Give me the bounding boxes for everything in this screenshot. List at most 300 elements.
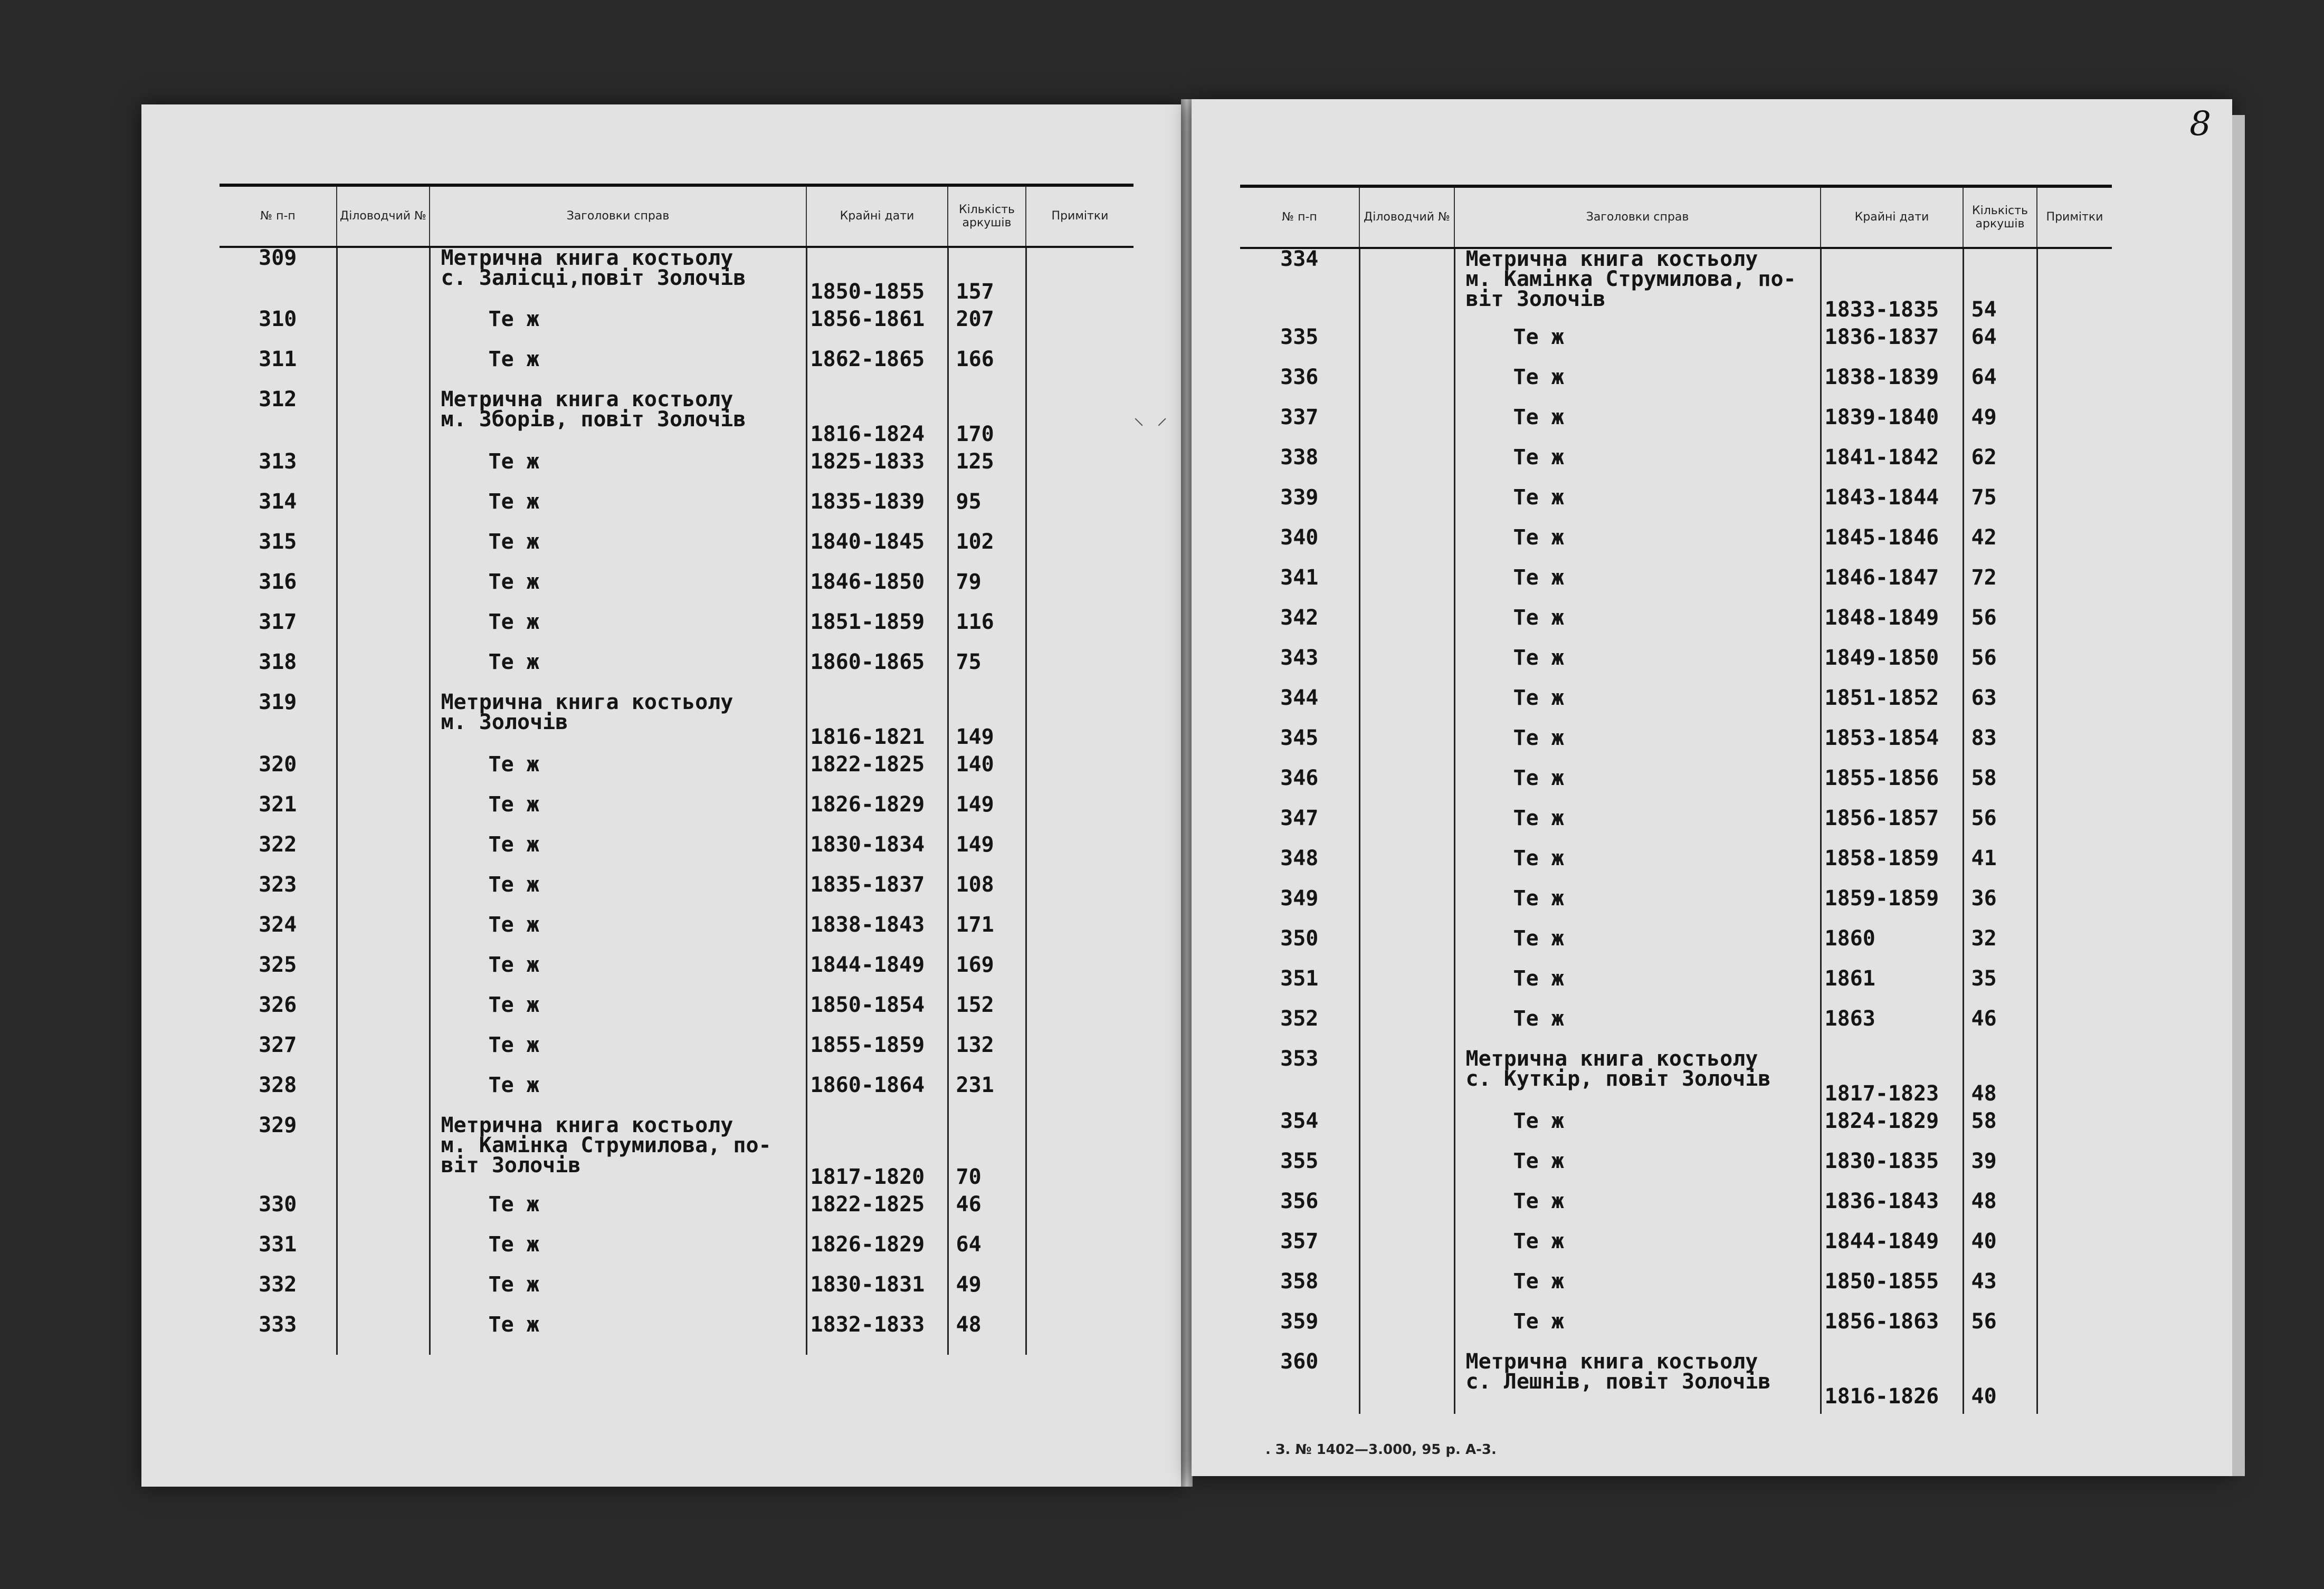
row-title: Метрична книга костьолу м. Золочів bbox=[430, 692, 806, 754]
row-clerk bbox=[337, 1194, 430, 1234]
row-notes bbox=[2037, 248, 2112, 327]
row-dates: 1851-1859 bbox=[806, 612, 948, 652]
row-number: 314 bbox=[259, 490, 297, 514]
row-dates: 1860-1865 bbox=[806, 652, 948, 692]
row-clerk bbox=[337, 572, 430, 612]
row-count: 32 bbox=[1963, 928, 2037, 969]
row-count: 48 bbox=[1963, 1191, 2037, 1231]
row-clerk bbox=[1359, 768, 1454, 808]
row-count: 70 bbox=[948, 1115, 1026, 1194]
row-number: 339 bbox=[1280, 485, 1319, 510]
row-clerk bbox=[337, 915, 430, 955]
table-row bbox=[220, 835, 1134, 875]
row-number: 311 bbox=[259, 347, 297, 371]
table-row bbox=[220, 955, 1134, 995]
row-clerk bbox=[1359, 1191, 1454, 1231]
table-row bbox=[1240, 808, 2112, 848]
row-notes bbox=[2037, 928, 2112, 969]
row-count: 64 bbox=[948, 1234, 1026, 1275]
table-row bbox=[220, 492, 1134, 532]
row-clerk bbox=[1359, 808, 1454, 848]
table-row bbox=[1240, 728, 2112, 768]
row-dates: 1826-1829 bbox=[806, 1234, 948, 1275]
row-clerk bbox=[337, 452, 430, 492]
row-count: 54 bbox=[1963, 248, 2037, 327]
row-dates: 1862-1865 bbox=[806, 349, 948, 389]
row-title: Те ж bbox=[430, 835, 806, 875]
row-dates: 1859-1859 bbox=[1821, 888, 1963, 928]
table-row bbox=[220, 1315, 1134, 1355]
row-count: 56 bbox=[1963, 608, 2037, 648]
row-count: 58 bbox=[1963, 768, 2037, 808]
row-notes bbox=[2037, 888, 2112, 928]
row-clerk bbox=[337, 835, 430, 875]
row-count: 64 bbox=[1963, 327, 2037, 367]
row-title: Те ж bbox=[1454, 688, 1821, 728]
table-row bbox=[220, 995, 1134, 1035]
row-number: 343 bbox=[1280, 646, 1319, 670]
table-row bbox=[220, 572, 1134, 612]
row-clerk bbox=[1359, 888, 1454, 928]
row-count: 41 bbox=[1963, 848, 2037, 888]
row-clerk bbox=[1359, 447, 1454, 487]
row-dates: 1861 bbox=[1821, 969, 1963, 1009]
row-title: Те ж bbox=[1454, 1151, 1821, 1191]
row-dates: 1816-1826 bbox=[1821, 1352, 1963, 1414]
row-number: 313 bbox=[259, 449, 297, 474]
row-title: Те ж bbox=[430, 1275, 806, 1315]
row-count: 149 bbox=[948, 835, 1026, 875]
row-number: 323 bbox=[259, 873, 297, 897]
table-row bbox=[1240, 969, 2112, 1009]
row-clerk bbox=[1359, 1231, 1454, 1271]
row-clerk bbox=[1359, 728, 1454, 768]
table-row bbox=[1240, 1191, 2112, 1231]
row-number: 316 bbox=[259, 570, 297, 594]
row-notes bbox=[2037, 1312, 2112, 1352]
row-number: 338 bbox=[1280, 445, 1319, 470]
row-number: 355 bbox=[1280, 1149, 1319, 1173]
row-clerk bbox=[1359, 1312, 1454, 1352]
row-number: 333 bbox=[259, 1313, 297, 1337]
row-notes bbox=[2037, 1049, 2112, 1111]
row-count: 35 bbox=[1963, 969, 2037, 1009]
row-notes bbox=[2037, 1271, 2112, 1312]
table-row bbox=[1240, 487, 2112, 528]
row-dates: 1840-1845 bbox=[806, 532, 948, 572]
row-number: 332 bbox=[259, 1272, 297, 1297]
inventory-table-left bbox=[220, 184, 1134, 1355]
row-count: 169 bbox=[948, 955, 1026, 995]
table-header bbox=[220, 185, 1134, 247]
row-dates: 1856-1861 bbox=[806, 309, 948, 349]
row-dates: 1846-1847 bbox=[1821, 568, 1963, 608]
row-notes bbox=[2037, 1352, 2112, 1414]
row-dates: 1846-1850 bbox=[806, 572, 948, 612]
row-dates: 1817-1823 bbox=[1821, 1049, 1963, 1111]
header-dates: Крайні дати bbox=[806, 185, 948, 247]
table-row bbox=[1240, 528, 2112, 568]
table-row bbox=[1240, 928, 2112, 969]
table-row bbox=[220, 754, 1134, 794]
row-clerk bbox=[1359, 688, 1454, 728]
row-count: 116 bbox=[948, 612, 1026, 652]
table-row bbox=[1240, 1009, 2112, 1049]
table-row bbox=[220, 532, 1134, 572]
row-clerk bbox=[337, 794, 430, 835]
row-number: 359 bbox=[1280, 1309, 1319, 1334]
row-number: 309 bbox=[259, 246, 297, 270]
row-notes bbox=[1026, 995, 1134, 1035]
row-clerk bbox=[1359, 648, 1454, 688]
row-count: 157 bbox=[948, 247, 1026, 309]
row-notes bbox=[1026, 1035, 1134, 1075]
row-count: 166 bbox=[948, 349, 1026, 389]
row-number: 337 bbox=[1280, 405, 1319, 429]
row-notes bbox=[1026, 1275, 1134, 1315]
row-notes bbox=[2037, 768, 2112, 808]
row-title: Те ж bbox=[430, 309, 806, 349]
row-clerk bbox=[1359, 1111, 1454, 1151]
row-title: Те ж bbox=[430, 955, 806, 995]
row-notes bbox=[2037, 528, 2112, 568]
header-count: Кількість аркушів bbox=[1963, 186, 2037, 248]
row-count: 149 bbox=[948, 794, 1026, 835]
row-count: 75 bbox=[948, 652, 1026, 692]
ink-mark: ⸌ ⸍ bbox=[1134, 414, 1168, 438]
table-row bbox=[1240, 888, 2112, 928]
row-number: 322 bbox=[259, 832, 297, 857]
row-count: 48 bbox=[948, 1315, 1026, 1355]
row-number: 328 bbox=[259, 1073, 297, 1097]
row-title: Метрична книга костьолу с. Куткір, повіт Золочів bbox=[1454, 1049, 1821, 1111]
row-notes bbox=[1026, 1234, 1134, 1275]
row-clerk bbox=[337, 247, 430, 309]
row-dates: 1849-1850 bbox=[1821, 648, 1963, 688]
row-clerk bbox=[1359, 528, 1454, 568]
row-title: Те ж bbox=[430, 995, 806, 1035]
row-number: 347 bbox=[1280, 806, 1319, 830]
row-number: 351 bbox=[1280, 966, 1319, 991]
row-number: 341 bbox=[1280, 566, 1319, 590]
row-dates: 1838-1843 bbox=[806, 915, 948, 955]
row-title: Те ж bbox=[1454, 888, 1821, 928]
row-count: 132 bbox=[948, 1035, 1026, 1075]
row-title: Те ж bbox=[430, 794, 806, 835]
row-count: 56 bbox=[1963, 648, 2037, 688]
row-notes bbox=[2037, 407, 2112, 447]
row-notes bbox=[1026, 532, 1134, 572]
row-count: 56 bbox=[1963, 808, 2037, 848]
row-title: Метрична книга костьолу с. Залісці,повіт Золочів bbox=[430, 247, 806, 309]
page-number: 8 bbox=[2189, 104, 2211, 143]
row-count: 79 bbox=[948, 572, 1026, 612]
row-clerk bbox=[1359, 327, 1454, 367]
row-notes bbox=[2037, 1191, 2112, 1231]
row-notes bbox=[1026, 652, 1134, 692]
row-title: Те ж bbox=[1454, 327, 1821, 367]
table-row bbox=[220, 1275, 1134, 1315]
row-notes bbox=[1026, 309, 1134, 349]
row-clerk bbox=[1359, 969, 1454, 1009]
row-number: 320 bbox=[259, 752, 297, 777]
row-dates: 1826-1829 bbox=[806, 794, 948, 835]
row-title: Те ж bbox=[1454, 728, 1821, 768]
row-number: 317 bbox=[259, 610, 297, 634]
row-title: Те ж bbox=[1454, 1009, 1821, 1049]
row-count: 207 bbox=[948, 309, 1026, 349]
row-number: 336 bbox=[1280, 365, 1319, 389]
row-dates: 1838-1839 bbox=[1821, 367, 1963, 407]
row-notes bbox=[2037, 728, 2112, 768]
row-number: 326 bbox=[259, 993, 297, 1017]
table-row bbox=[1240, 407, 2112, 447]
row-dates: 1835-1839 bbox=[806, 492, 948, 532]
row-number: 360 bbox=[1280, 1349, 1319, 1374]
table-row bbox=[1240, 1231, 2112, 1271]
row-count: 49 bbox=[1963, 407, 2037, 447]
table-row bbox=[220, 1194, 1134, 1234]
row-dates: 1843-1844 bbox=[1821, 487, 1963, 528]
row-notes bbox=[1026, 835, 1134, 875]
table-body-right bbox=[1240, 248, 2112, 1414]
row-count: 95 bbox=[948, 492, 1026, 532]
row-title: Метрична книга костьолу м. Камінка Струмилова, по- віт Золочів bbox=[1454, 248, 1821, 327]
table-row bbox=[1240, 608, 2112, 648]
row-notes bbox=[1026, 349, 1134, 389]
row-title: Те ж bbox=[1454, 528, 1821, 568]
row-number: 352 bbox=[1280, 1007, 1319, 1031]
row-dates: 1860 bbox=[1821, 928, 1963, 969]
row-notes bbox=[2037, 327, 2112, 367]
row-notes bbox=[1026, 794, 1134, 835]
row-dates: 1817-1820 bbox=[806, 1115, 948, 1194]
row-title: Те ж bbox=[1454, 1271, 1821, 1312]
row-count: 140 bbox=[948, 754, 1026, 794]
table-row bbox=[220, 247, 1134, 309]
header-clerk: Діловодчий № bbox=[1359, 186, 1454, 248]
row-title: Те ж bbox=[1454, 487, 1821, 528]
table-header bbox=[1240, 186, 2112, 248]
row-dates: 1822-1825 bbox=[806, 1194, 948, 1234]
row-count: 48 bbox=[1963, 1049, 2037, 1111]
header-num: № п-п bbox=[1282, 210, 1317, 224]
row-dates: 1822-1825 bbox=[806, 754, 948, 794]
row-notes bbox=[1026, 389, 1134, 452]
row-notes bbox=[1026, 875, 1134, 915]
header-title: Заголовки справ bbox=[1454, 186, 1821, 248]
row-title: Метрична книга костьолу м. Камінка Струмилова, по- віт Золочів bbox=[430, 1115, 806, 1194]
row-notes bbox=[2037, 648, 2112, 688]
row-title: Те ж bbox=[1454, 407, 1821, 447]
row-dates: 1850-1854 bbox=[806, 995, 948, 1035]
row-count: 39 bbox=[1963, 1151, 2037, 1191]
table-row bbox=[1240, 568, 2112, 608]
row-title: Те ж bbox=[1454, 848, 1821, 888]
row-title: Те ж bbox=[430, 1315, 806, 1355]
row-title: Те ж bbox=[1454, 648, 1821, 688]
row-title: Те ж bbox=[1454, 1191, 1821, 1231]
page-edge bbox=[2232, 115, 2245, 1476]
row-dates: 1841-1842 bbox=[1821, 447, 1963, 487]
row-count: 46 bbox=[948, 1194, 1026, 1234]
row-dates: 1851-1852 bbox=[1821, 688, 1963, 728]
table-row bbox=[220, 309, 1134, 349]
row-dates: 1816-1824 bbox=[806, 389, 948, 452]
row-count: 49 bbox=[948, 1275, 1026, 1315]
row-title: Те ж bbox=[1454, 1312, 1821, 1352]
row-number: 358 bbox=[1280, 1269, 1319, 1294]
row-notes bbox=[2037, 1151, 2112, 1191]
row-count: 40 bbox=[1963, 1352, 2037, 1414]
table-row bbox=[1240, 648, 2112, 688]
row-number: 342 bbox=[1280, 606, 1319, 630]
header-count: Кількість аркушів bbox=[948, 185, 1026, 247]
row-notes bbox=[1026, 915, 1134, 955]
row-clerk bbox=[337, 389, 430, 452]
row-notes bbox=[2037, 487, 2112, 528]
row-count: 36 bbox=[1963, 888, 2037, 928]
row-dates: 1856-1857 bbox=[1821, 808, 1963, 848]
row-clerk bbox=[337, 1075, 430, 1115]
row-dates: 1825-1833 bbox=[806, 452, 948, 492]
row-clerk bbox=[1359, 407, 1454, 447]
row-notes bbox=[2037, 1231, 2112, 1271]
row-count: 72 bbox=[1963, 568, 2037, 608]
row-title: Те ж bbox=[1454, 568, 1821, 608]
row-notes bbox=[1026, 1194, 1134, 1234]
row-title: Метрична книга костьолу с. Лешнів, повіт Золочів bbox=[1454, 1352, 1821, 1414]
row-count: 108 bbox=[948, 875, 1026, 915]
row-clerk bbox=[337, 875, 430, 915]
row-title: Те ж bbox=[1454, 808, 1821, 848]
row-count: 46 bbox=[1963, 1009, 2037, 1049]
table-row bbox=[220, 389, 1134, 452]
row-dates: 1845-1846 bbox=[1821, 528, 1963, 568]
row-notes bbox=[2037, 848, 2112, 888]
left-page bbox=[141, 104, 1181, 1487]
row-clerk bbox=[337, 955, 430, 995]
row-number: 344 bbox=[1280, 686, 1319, 710]
row-notes bbox=[1026, 692, 1134, 754]
table-row bbox=[220, 875, 1134, 915]
row-count: 56 bbox=[1963, 1312, 2037, 1352]
row-clerk bbox=[337, 692, 430, 754]
table-row bbox=[1240, 1111, 2112, 1151]
row-number: 327 bbox=[259, 1033, 297, 1057]
row-title: Те ж bbox=[1454, 969, 1821, 1009]
row-clerk bbox=[1359, 1009, 1454, 1049]
table-row bbox=[220, 452, 1134, 492]
row-title: Те ж bbox=[1454, 1231, 1821, 1271]
row-notes bbox=[2037, 367, 2112, 407]
row-clerk bbox=[337, 1115, 430, 1194]
table-body-left bbox=[220, 247, 1134, 1355]
table-row bbox=[1240, 848, 2112, 888]
row-number: 346 bbox=[1280, 766, 1319, 790]
row-notes bbox=[1026, 1115, 1134, 1194]
row-count: 83 bbox=[1963, 728, 2037, 768]
row-number: 356 bbox=[1280, 1189, 1319, 1213]
table-row bbox=[1240, 1271, 2112, 1312]
row-number: 350 bbox=[1280, 926, 1319, 951]
table-row bbox=[220, 692, 1134, 754]
row-dates: 1836-1843 bbox=[1821, 1191, 1963, 1231]
row-title: Те ж bbox=[430, 532, 806, 572]
row-count: 40 bbox=[1963, 1231, 2037, 1271]
table-row bbox=[1240, 688, 2112, 728]
row-title: Те ж bbox=[430, 875, 806, 915]
table-row bbox=[220, 349, 1134, 389]
row-dates: 1863 bbox=[1821, 1009, 1963, 1049]
row-clerk bbox=[337, 995, 430, 1035]
row-number: 349 bbox=[1280, 886, 1319, 911]
row-dates: 1858-1859 bbox=[1821, 848, 1963, 888]
table-row bbox=[1240, 1352, 2112, 1414]
row-number: 340 bbox=[1280, 525, 1319, 550]
row-title: Те ж bbox=[430, 1194, 806, 1234]
table-row bbox=[1240, 327, 2112, 367]
row-dates: 1850-1855 bbox=[1821, 1271, 1963, 1312]
table-row bbox=[220, 1075, 1134, 1115]
row-notes bbox=[1026, 1075, 1134, 1115]
row-dates: 1855-1856 bbox=[1821, 768, 1963, 808]
row-title: Те ж bbox=[1454, 447, 1821, 487]
header-clerk: Діловодчий № bbox=[337, 185, 430, 247]
row-number: 310 bbox=[259, 307, 297, 331]
row-dates: 1848-1849 bbox=[1821, 608, 1963, 648]
row-notes bbox=[2037, 808, 2112, 848]
row-number: 353 bbox=[1280, 1047, 1319, 1071]
row-number: 325 bbox=[259, 953, 297, 977]
print-footer: . З. № 1402—3.000, 95 р. А-3. bbox=[1265, 1442, 1497, 1458]
row-number: 319 bbox=[259, 690, 297, 714]
table-row bbox=[220, 1035, 1134, 1075]
row-number: 315 bbox=[259, 530, 297, 554]
row-clerk bbox=[337, 1234, 430, 1275]
row-clerk bbox=[1359, 1151, 1454, 1191]
row-notes bbox=[1026, 955, 1134, 995]
row-dates: 1816-1821 bbox=[806, 692, 948, 754]
row-title: Те ж bbox=[430, 572, 806, 612]
row-clerk bbox=[337, 532, 430, 572]
row-dates: 1830-1831 bbox=[806, 1275, 948, 1315]
row-dates: 1853-1854 bbox=[1821, 728, 1963, 768]
row-number: 330 bbox=[259, 1192, 297, 1217]
row-clerk bbox=[337, 492, 430, 532]
row-dates: 1824-1829 bbox=[1821, 1111, 1963, 1151]
row-notes bbox=[2037, 1009, 2112, 1049]
row-title: Те ж bbox=[430, 1075, 806, 1115]
row-clerk bbox=[1359, 568, 1454, 608]
row-title: Те ж bbox=[1454, 928, 1821, 969]
row-number: 345 bbox=[1280, 726, 1319, 750]
row-count: 125 bbox=[948, 452, 1026, 492]
row-dates: 1856-1863 bbox=[1821, 1312, 1963, 1352]
table-row bbox=[1240, 1049, 2112, 1111]
row-clerk bbox=[1359, 248, 1454, 327]
row-clerk bbox=[337, 612, 430, 652]
row-number: 335 bbox=[1280, 325, 1319, 349]
table-row bbox=[220, 1234, 1134, 1275]
table-row bbox=[1240, 1312, 2112, 1352]
row-count: 43 bbox=[1963, 1271, 2037, 1312]
row-count: 64 bbox=[1963, 367, 2037, 407]
table-row bbox=[1240, 248, 2112, 327]
row-notes bbox=[1026, 572, 1134, 612]
row-title: Те ж bbox=[430, 452, 806, 492]
row-notes bbox=[2037, 969, 2112, 1009]
